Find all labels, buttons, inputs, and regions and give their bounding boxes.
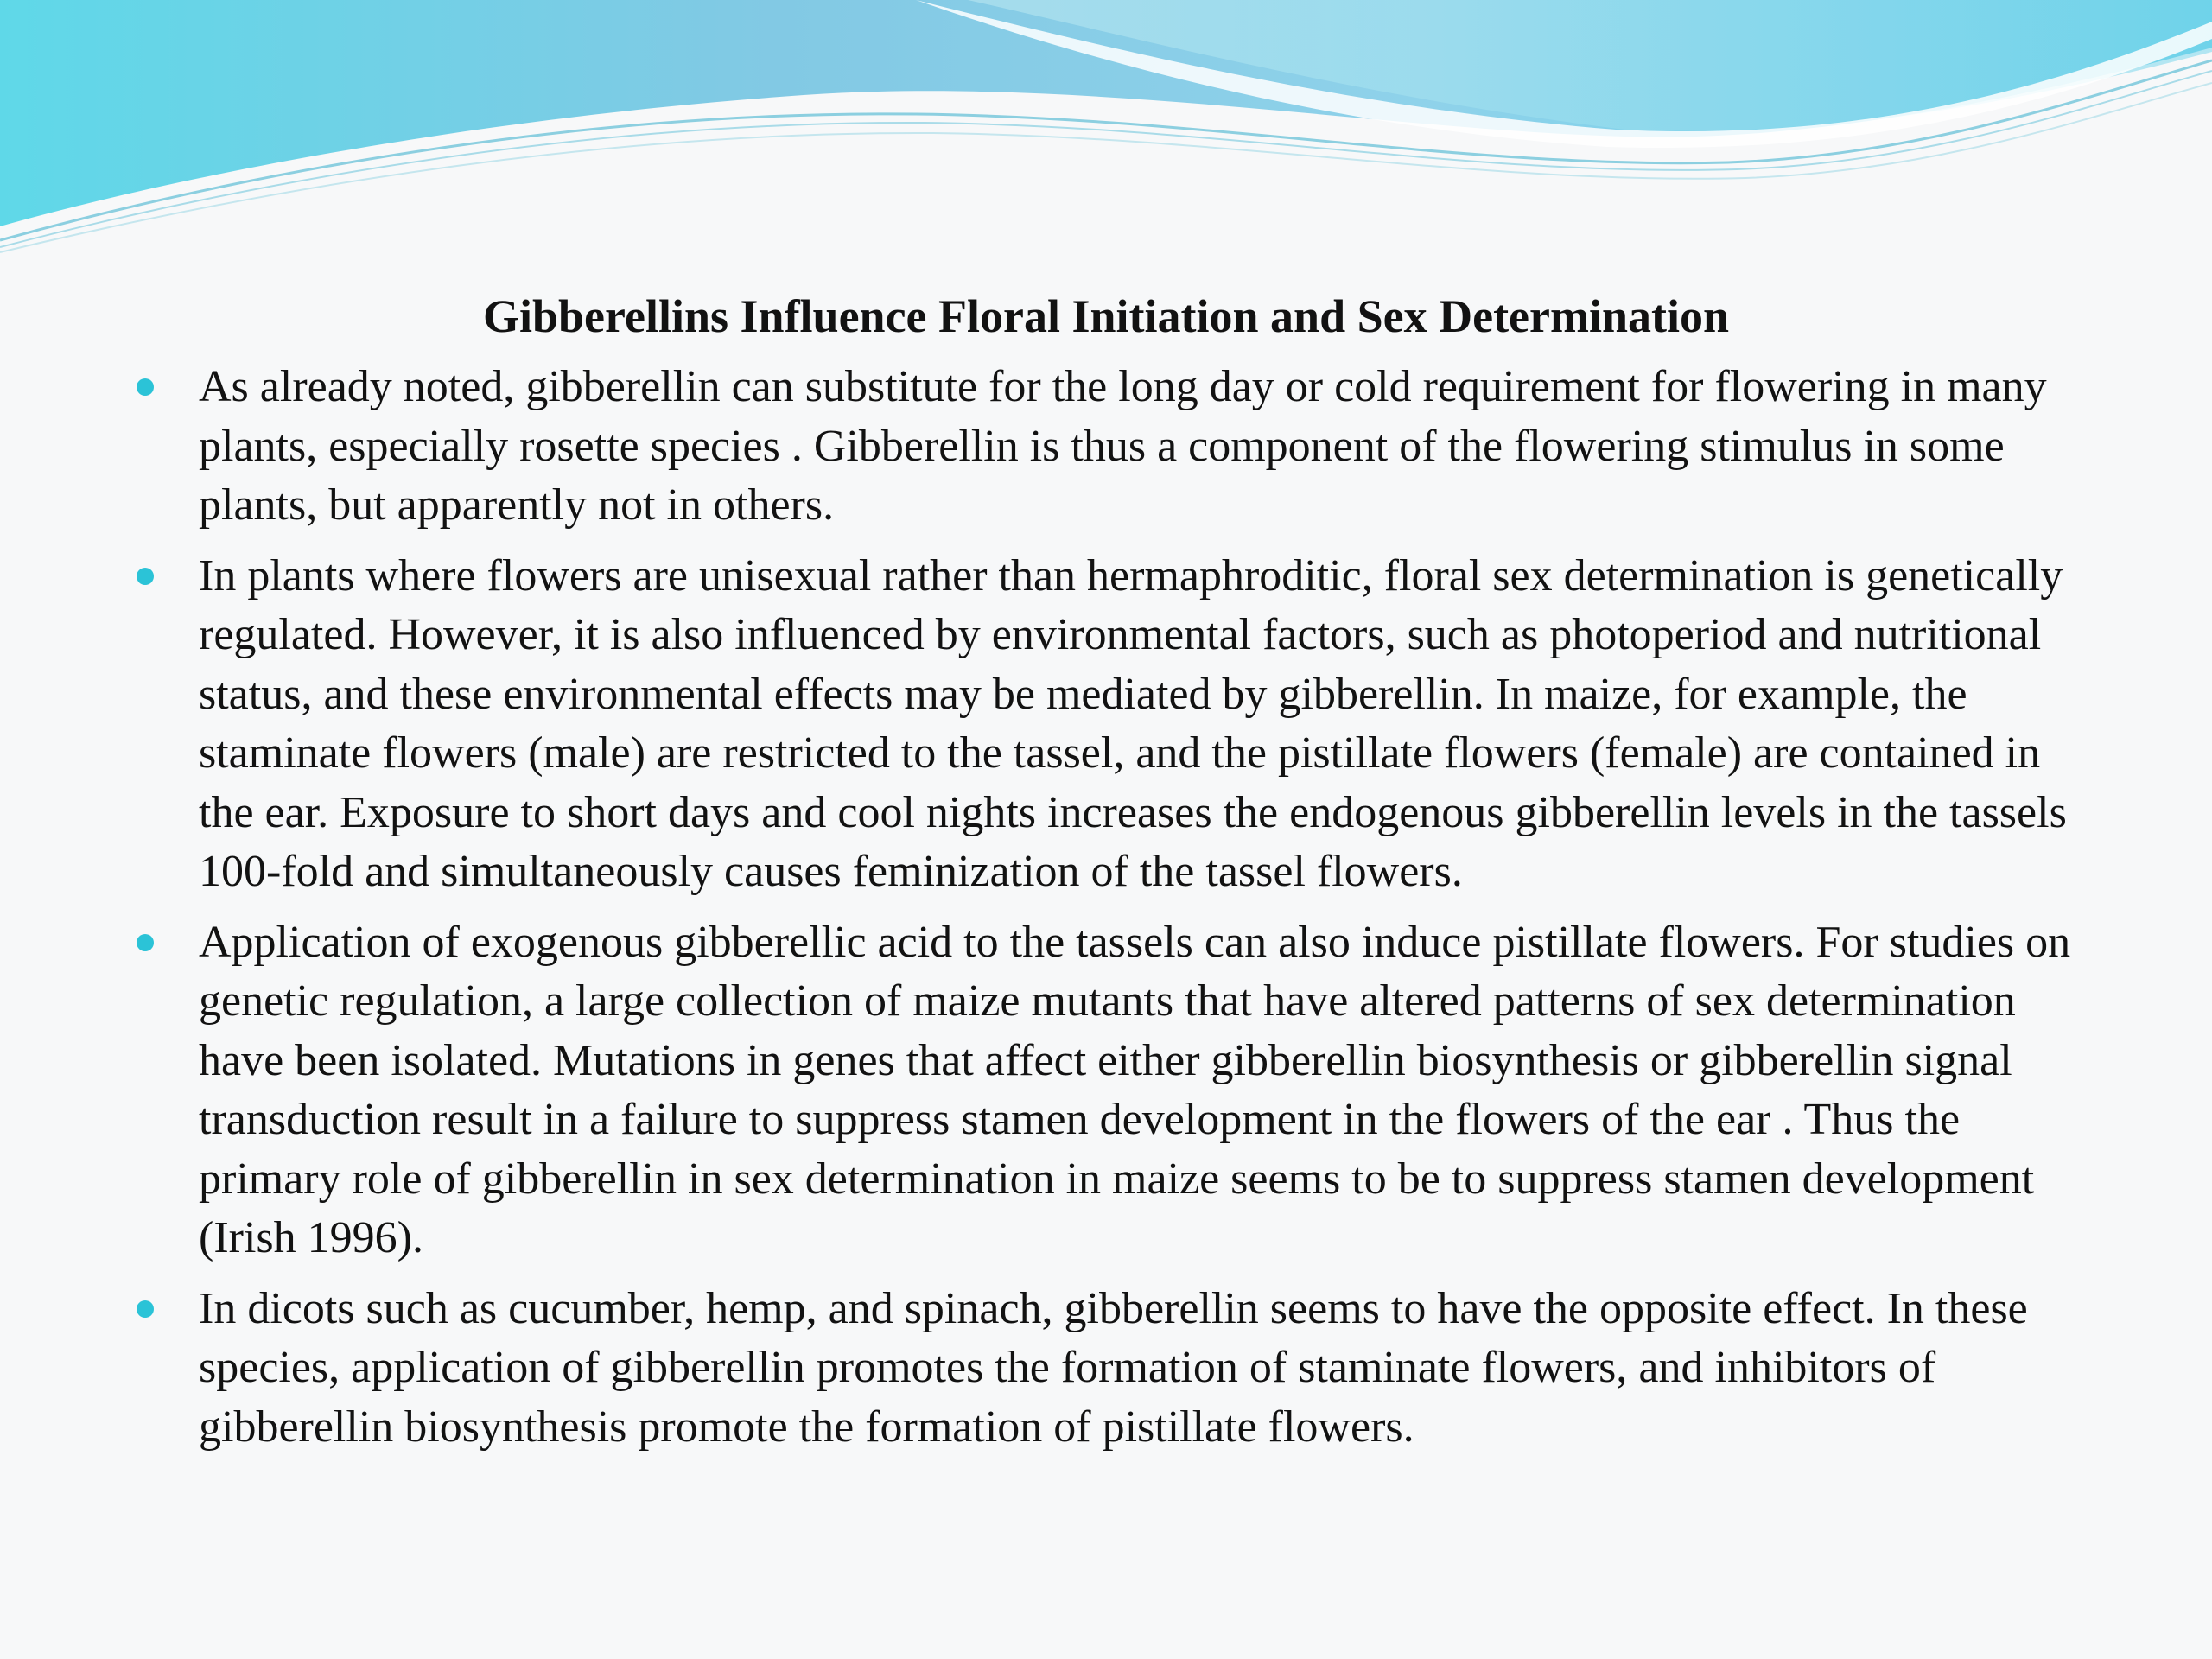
bullet-text: Application of exogenous gibberellic acid to the tassels can also induce pistillate flowers. For studies on genetic regulation, a large collection of maize mutants that have altered patterns of sex determination have been isolated. Mutations in genes that affect either gibberellin biosynthesis or gibberellin signal transduction result in a failure to suppress stamen development in the flowers of the ear . Thus the primary role of gibberellin in sex determination in maize seems to be to suppress stamen development (Irish 1996). (199, 917, 2071, 1262)
bullet-text: In dicots such as cucumber, hemp, and spinach, gibberellin seems to have the opposite effect. In these species, application of gibberellin promotes the formation of staminate flowers, and inhibitors of gibberellin biosynthesis promote the formation of pistillate flowers. (199, 1283, 2028, 1452)
bullet-item (0, 358, 2074, 536)
header-wave-decoration (0, 0, 2212, 259)
bullet-dot-icon (137, 568, 154, 585)
bullet-text: As already noted, gibberellin can substitute for the long day or cold requirement for flowering in many plants, especially rosette species . Gibberellin is thus a component of the flowering stimulus in some plants, but apparently not in others. (199, 362, 2047, 530)
bullet-dot-icon (137, 1300, 154, 1318)
bullet-item (0, 1280, 2074, 1458)
bullet-item (0, 547, 2074, 902)
bullet-text: In plants where flowers are unisexual rather than hermaphroditic, floral sex determination is genetically regulated. However, it is also influenced by environmental factors, such as photoperiod and nutritional status, and these environmental effects may be mediated by gibberellin. In maize, for example, the staminate flowers (male) are restricted to the tassel, and the pistillate flowers (female) are contained in the ear. Exposure to short days and cool nights increases the endogenous gibberellin levels in the tassels 100-fold and simultaneously causes feminization of the tassel flowers. (199, 550, 2067, 896)
bullet-item (0, 913, 2074, 1268)
bullet-dot-icon (137, 934, 154, 951)
slide-content (0, 285, 2212, 1468)
slide-title: Gibberellins Influence Floral Initiation and Sex Determination (482, 290, 1730, 342)
bullet-list (0, 358, 2212, 1457)
bullet-dot-icon (137, 378, 154, 396)
